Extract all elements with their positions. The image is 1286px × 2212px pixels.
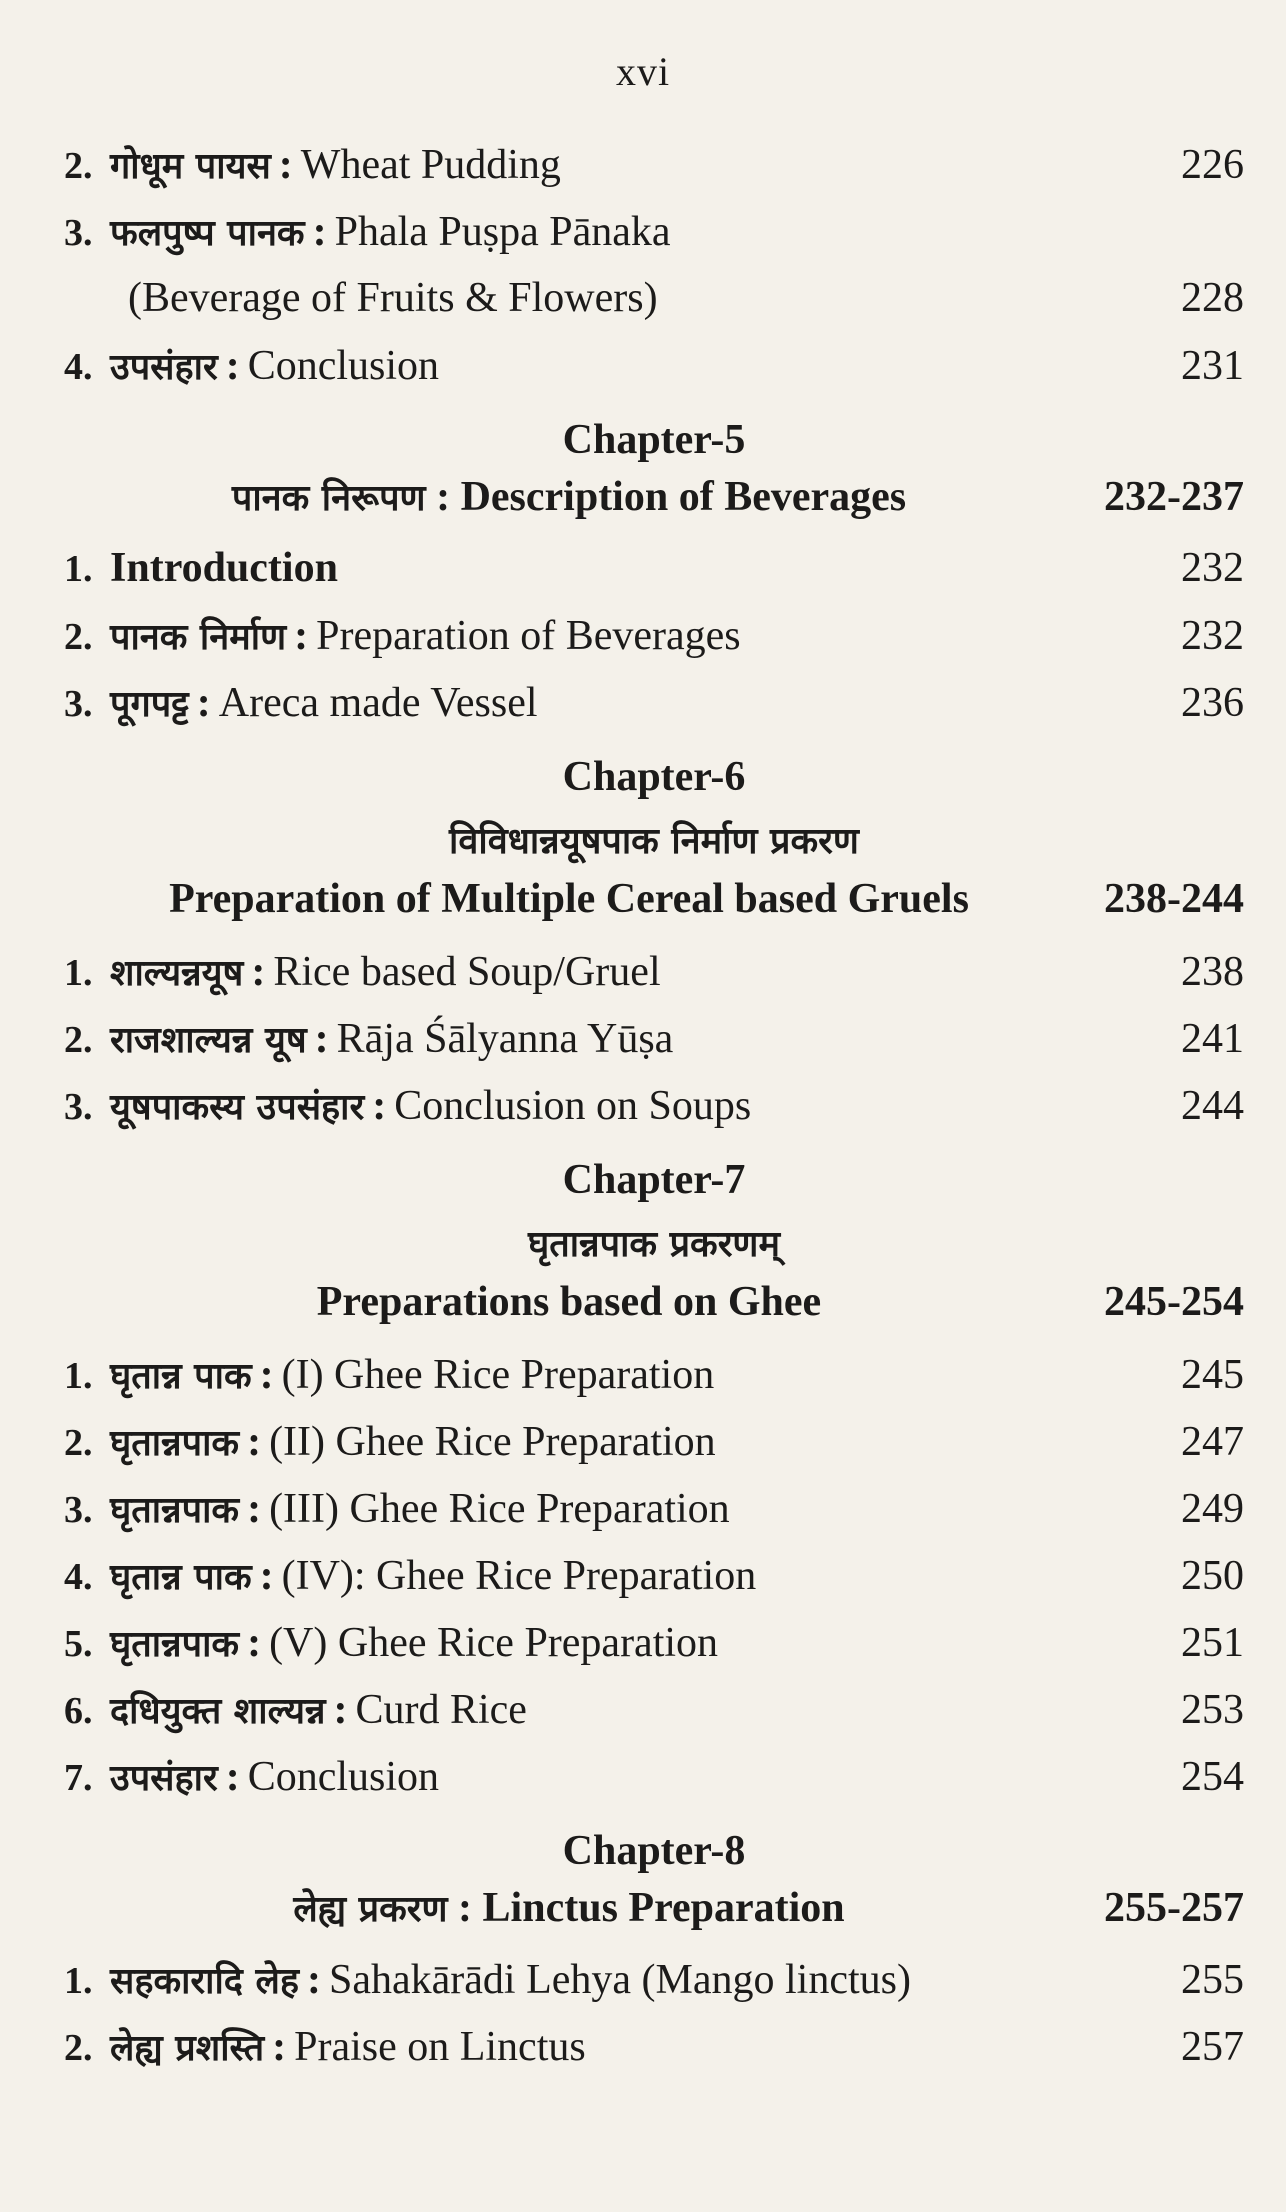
toc-entry — [64, 544, 1244, 611]
entry-title — [110, 1014, 1104, 1063]
chapter-heading: Chapter-7 — [562, 1157, 746, 1203]
entry-title — [110, 1484, 1104, 1533]
entry-colon: : — [225, 343, 240, 389]
entry-number: 1. — [64, 952, 93, 994]
chapter-title — [64, 472, 1074, 521]
entry-title — [110, 947, 1104, 996]
entry-hindi: उपसंहार — [110, 1758, 218, 1799]
entry-english: Curd Rice — [355, 1687, 527, 1733]
entry-colon: : — [312, 209, 327, 255]
entry-english: Sahakārādi Lehya (Mango linctus) — [328, 1957, 911, 2003]
toc-entry — [64, 611, 1244, 678]
entry-page: 257 — [1181, 2024, 1244, 2070]
toc-entry — [64, 1350, 1244, 1417]
toc-entry — [64, 140, 1244, 207]
entry-number: 1. — [64, 1355, 93, 1397]
entry-english: Rice based Soup/Gruel — [273, 949, 661, 995]
entry-title — [110, 1081, 1104, 1130]
entry-colon: : — [247, 1620, 262, 1666]
entry-english: Areca made Vessel — [218, 680, 538, 726]
chapter-page-range: 232-237 — [1104, 474, 1244, 520]
entry-english: Rāja Śālyanna Yūṣa — [336, 1016, 674, 1062]
entry-colon: : — [259, 1352, 274, 1398]
chapter-heading: Chapter-6 — [562, 754, 746, 800]
toc-entry — [64, 1551, 1244, 1618]
entry-hindi: घृतान्न पाक — [110, 1557, 252, 1598]
entry-page: 232 — [1181, 545, 1244, 591]
entry-english: (III) Ghee Rice Preparation — [269, 1486, 730, 1532]
entry-colon: : — [314, 1016, 329, 1062]
entry-hindi: गोधूम पायस — [110, 146, 271, 187]
entry-hindi: घृतान्नपाक — [110, 1423, 240, 1464]
entry-page: 228 — [1181, 275, 1244, 321]
entry-page: 253 — [1181, 1687, 1244, 1733]
chapter-page-range: 238-244 — [1104, 876, 1244, 922]
entry-number: 5. — [64, 1623, 93, 1665]
page-number-folio: xvi — [615, 49, 671, 94]
toc-entry — [64, 1081, 1244, 1148]
entry-page: 238 — [1181, 949, 1244, 995]
entry-colon: : — [278, 142, 293, 188]
entry-number: 2. — [64, 145, 93, 187]
entry-title — [110, 1350, 1104, 1399]
chapter-page-range: 245-254 — [1104, 1279, 1244, 1325]
entry-title — [110, 2022, 1104, 2071]
chapter-title — [64, 1883, 1074, 1932]
toc-entry — [64, 1417, 1244, 1484]
entry-number: 3. — [64, 683, 93, 725]
entry-english: Praise on Linctus — [294, 2024, 586, 2070]
entry-hindi: शाल्यन्नयूष — [110, 953, 244, 994]
chapter-title-row — [64, 1883, 1244, 1955]
entry-number: 2. — [64, 1019, 93, 1061]
entry-page: 254 — [1181, 1754, 1244, 1800]
entry-number: 1. — [64, 548, 93, 590]
entry-english: Preparation of Beverages — [316, 613, 741, 659]
chapter-title-english: Linctus Preparation — [482, 1885, 845, 1931]
entry-page: 255 — [1181, 1957, 1244, 2003]
toc-entry — [64, 1014, 1244, 1081]
entry-page: 250 — [1181, 1553, 1244, 1599]
toc-entry-continuation — [64, 274, 1244, 341]
entry-title — [110, 1551, 1104, 1600]
entry-number: 2. — [64, 616, 93, 658]
entry-page: 251 — [1181, 1620, 1244, 1666]
entry-title — [110, 1752, 1104, 1801]
toc-entry — [64, 1955, 1244, 2022]
entry-hindi: दधियुक्त शाल्यन्न — [110, 1691, 326, 1732]
entry-number: 4. — [64, 346, 93, 388]
entry-title — [110, 611, 1104, 660]
entry-english: Conclusion — [247, 1754, 440, 1800]
entry-hindi: घृतान्नपाक — [110, 1624, 240, 1665]
entry-hindi: सहकारादि लेह — [110, 1961, 299, 2002]
chapter-title-english: Preparation of Multiple Cereal based Gruels — [169, 876, 969, 922]
entry-english: (V) Ghee Rice Preparation — [269, 1620, 719, 1666]
chapter-title-hindi: घृतान्नपाक प्रकरणम् — [527, 1224, 780, 1265]
entry-colon: : — [247, 1486, 262, 1532]
chapter-title-row — [64, 875, 1244, 947]
entry-page: 241 — [1181, 1016, 1244, 1062]
entry-number: 3. — [64, 212, 93, 254]
chapter-page-range: 255-257 — [1104, 1885, 1244, 1931]
entry-english: Conclusion — [247, 343, 440, 389]
entry-english: (II) Ghee Rice Preparation — [269, 1419, 716, 1465]
entry-colon: : — [333, 1687, 348, 1733]
entry-english: Wheat Pudding — [300, 142, 561, 188]
entry-english: Introduction — [110, 545, 338, 591]
entry-title — [110, 678, 1104, 727]
entry-colon: : — [247, 1419, 262, 1465]
entry-hindi: उपसंहार — [110, 347, 218, 388]
toc-entry — [64, 207, 1244, 274]
entry-colon: : — [306, 1957, 321, 2003]
entry-title — [110, 1417, 1104, 1466]
entry-colon: : — [225, 1754, 240, 1800]
entry-colon: : — [259, 1553, 274, 1599]
chapter-heading: Chapter-8 — [562, 1828, 746, 1874]
entry-title — [110, 341, 1104, 390]
toc-entry — [64, 1752, 1244, 1819]
chapter-title-hindi: पानक निरूपण — [231, 478, 426, 519]
toc-entry — [64, 341, 1244, 408]
entry-english: (Beverage of Fruits & Flowers) — [128, 275, 658, 321]
entry-page: 247 — [1181, 1419, 1244, 1465]
entry-number: 2. — [64, 2027, 93, 2069]
entry-colon: : — [372, 1083, 387, 1129]
entry-hindi: पूगपट्ट — [110, 684, 189, 725]
entry-number: 7. — [64, 1757, 93, 1799]
entry-page: 249 — [1181, 1486, 1244, 1532]
entry-title — [110, 207, 1104, 256]
chapter-title-row — [64, 472, 1244, 544]
entry-number: 3. — [64, 1086, 93, 1128]
chapter-title-english: Preparations based on Ghee — [316, 1279, 822, 1325]
entry-english: (I) Ghee Rice Preparation — [281, 1352, 715, 1398]
entry-hindi: लेह्य प्रशस्ति — [110, 2028, 265, 2069]
entry-english: Conclusion on Soups — [394, 1083, 752, 1129]
toc-entry — [64, 947, 1244, 1014]
entry-hindi: पानक निर्माण — [110, 617, 287, 658]
entry-title — [110, 1685, 1104, 1734]
entry-hindi: घृतान्न पाक — [110, 1356, 252, 1397]
chapter-title-row — [64, 1278, 1244, 1350]
entry-title — [110, 1618, 1104, 1667]
entry-number: 2. — [64, 1422, 93, 1464]
entry-page: 236 — [1181, 680, 1244, 726]
entry-english: (IV): Ghee Rice Preparation — [281, 1553, 757, 1599]
entry-number: 4. — [64, 1556, 93, 1598]
table-of-contents — [64, 140, 1244, 2089]
entry-page: 244 — [1181, 1083, 1244, 1129]
entry-colon: : — [196, 680, 211, 726]
entry-page: 232 — [1181, 613, 1244, 659]
toc-entry — [64, 1484, 1244, 1551]
chapter-title-colon: : — [458, 1885, 473, 1931]
chapter-title-english: Description of Beverages — [460, 474, 907, 520]
entry-number: 6. — [64, 1690, 93, 1732]
toc-entry — [64, 2022, 1244, 2089]
entry-title — [110, 140, 1104, 189]
toc-entry — [64, 678, 1244, 745]
entry-page: 226 — [1181, 142, 1244, 188]
entry-hindi: फलपुष्प पानक — [110, 213, 305, 254]
entry-colon: : — [251, 949, 266, 995]
chapter-title-hindi: लेह्य प्रकरण — [293, 1889, 448, 1930]
entry-hindi: घृतान्नपाक — [110, 1490, 240, 1531]
entry-hindi: राजशाल्यन्न यूष — [110, 1020, 307, 1061]
chapter-title-hindi: विविधान्नयूषपाक निर्माण प्रकरण — [449, 821, 859, 862]
entry-page: 245 — [1181, 1352, 1244, 1398]
entry-number: 3. — [64, 1489, 93, 1531]
entry-english: Phala Puṣpa Pānaka — [334, 209, 671, 255]
entry-title — [110, 1955, 1104, 2004]
entry-number: 1. — [64, 1960, 93, 2002]
toc-entry — [64, 1685, 1244, 1752]
entry-page: 231 — [1181, 343, 1244, 389]
chapter-title-colon: : — [436, 474, 451, 520]
entry-hindi: यूषपाकस्य उपसंहार — [110, 1087, 365, 1128]
entry-colon: : — [294, 613, 309, 659]
chapter-heading: Chapter-5 — [562, 417, 746, 463]
toc-entry — [64, 1618, 1244, 1685]
entry-colon: : — [272, 2024, 287, 2070]
